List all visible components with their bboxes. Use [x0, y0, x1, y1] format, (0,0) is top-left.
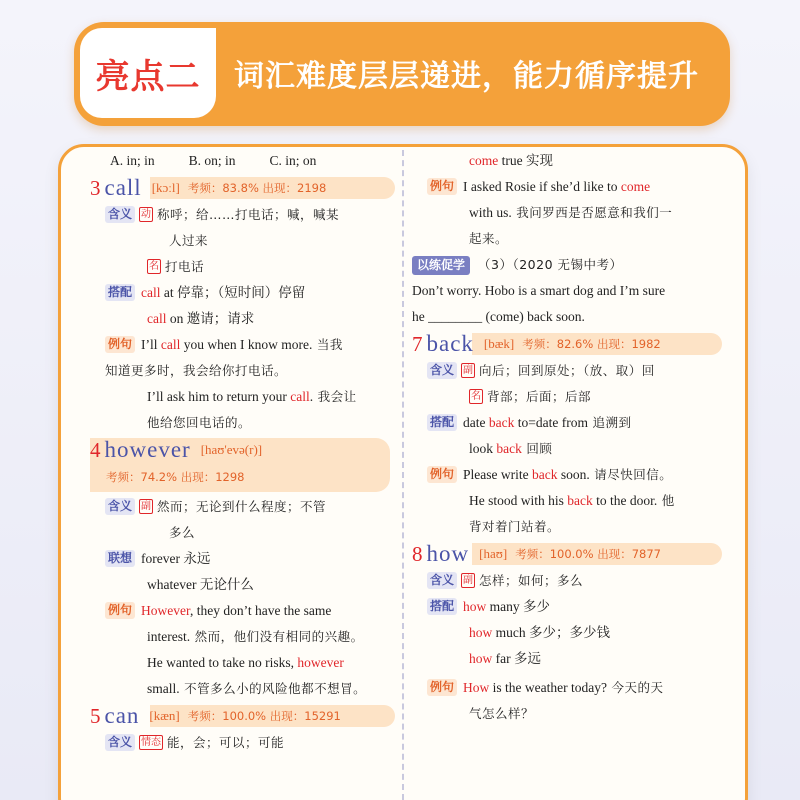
- pos-adverb: 副: [463, 365, 474, 376]
- example-row: [412, 488, 722, 514]
- entry-number: 7: [412, 332, 423, 356]
- example-translation: 气怎么样？: [469, 706, 535, 721]
- definition: 打电话: [165, 259, 205, 274]
- phonetic: [haʊ]: [479, 546, 508, 561]
- example-text: I’ll ask him to return your: [147, 389, 291, 404]
- example-keyword: call: [160, 337, 181, 352]
- association-text: forever 永远: [141, 551, 211, 566]
- example-text: is the weather today?: [489, 680, 607, 695]
- example-row: [90, 358, 395, 384]
- frequency: 考频：100.0% 出现：7877: [515, 547, 661, 561]
- example-translation: 起来。: [469, 231, 509, 246]
- banner-title: 词汇难度层层递进，能力循序提升: [234, 59, 699, 94]
- collocation-translation: 回顾: [521, 441, 553, 456]
- phonetic: [haʊ'evə(r)]: [200, 442, 263, 457]
- question-text: he ________ (come) back soon.: [412, 309, 585, 324]
- pos-noun: 名: [471, 391, 481, 402]
- example-tag: 例句: [105, 336, 135, 353]
- collocation-text: many 多少: [486, 599, 551, 614]
- phonetic: [bæk]: [483, 336, 515, 351]
- headword-back: [412, 330, 722, 358]
- collocation-tag: 搭配: [105, 284, 135, 301]
- example-text: with us.: [469, 205, 512, 220]
- option-a: A. in; in: [110, 153, 155, 168]
- example-translation: 知道更多时，我会给你打电话。: [105, 363, 288, 378]
- practice-question: [412, 304, 722, 330]
- meaning-row: [90, 202, 395, 228]
- example-text: I’ll: [141, 337, 161, 352]
- example-translation: 不管多么小的风险他都不想冒。: [179, 681, 367, 696]
- example-row: [412, 226, 722, 252]
- example-translation: 我问罗西是否愿意和我们一: [511, 205, 673, 220]
- meaning-row: [412, 568, 722, 594]
- frequency: 考频：74.2% 出现：1298: [106, 470, 245, 484]
- collocation-word: how: [469, 625, 493, 640]
- practice-row: [412, 252, 722, 278]
- headword: however: [104, 437, 191, 462]
- collocation-word: come: [469, 153, 499, 168]
- example-text: you when I know more.: [180, 337, 313, 352]
- collocation-row: [90, 280, 395, 306]
- example-translation: 当我: [312, 337, 343, 352]
- collocation-row: [412, 594, 722, 620]
- example-translation: 他: [657, 493, 675, 508]
- entry-number: 3: [90, 176, 101, 200]
- collocation-text: look: [469, 441, 497, 456]
- example-row: [90, 650, 395, 676]
- collocation-text: at 停靠；（短时间）停留: [163, 285, 306, 300]
- example-text: soon.: [557, 467, 590, 482]
- definition: 怎样；如何；多么: [479, 573, 584, 588]
- meaning-tag: 含义: [105, 734, 135, 751]
- example-tag: 例句: [427, 679, 457, 696]
- collocation-text: to=date from: [514, 415, 588, 430]
- example-keyword: however: [297, 655, 344, 670]
- definition: 称呼；给……打电话；喊，喊某: [157, 207, 340, 222]
- option-c: C. in; on: [269, 153, 317, 168]
- example-translation: 请尽快回信。: [589, 467, 673, 482]
- banner-badge: 亮点二: [80, 28, 216, 118]
- example-text: He wanted to take no risks,: [147, 655, 298, 670]
- example-row: [412, 514, 722, 540]
- collocation-word: how: [463, 599, 487, 614]
- collocation-word: call: [147, 311, 167, 326]
- definition: 多么: [169, 525, 196, 540]
- association-row: [90, 572, 395, 598]
- column-divider: [402, 150, 404, 800]
- example-tag: 例句: [105, 602, 135, 619]
- collocation-row: [412, 436, 722, 462]
- example-row: [90, 332, 395, 358]
- collocation-text: date: [463, 415, 489, 430]
- meaning-tag: 含义: [427, 572, 457, 589]
- example-translation: 他给您回电话的。: [147, 415, 252, 430]
- meaning-tag: 含义: [427, 362, 457, 379]
- frequency: 考频：83.8% 出现：2198: [187, 181, 327, 195]
- headword: how: [426, 541, 470, 566]
- collocation-word: back: [496, 441, 522, 456]
- example-row: [412, 200, 722, 226]
- pos-verb: 动: [141, 209, 152, 220]
- collocation-tag: 搭配: [427, 598, 457, 615]
- meaning-row: [90, 520, 395, 546]
- example-row: [412, 174, 722, 200]
- example-text: I asked Rosie if she’d like to: [463, 179, 621, 194]
- example-text: Please write: [463, 467, 532, 482]
- association-text: whatever 无论什么: [147, 577, 254, 592]
- example-keyword: call: [290, 389, 310, 404]
- collocation-translation: 追溯到: [587, 415, 632, 430]
- collocation-text: much 多少；多少钱: [492, 625, 610, 640]
- collocation-word: call: [141, 285, 161, 300]
- headword: call: [104, 175, 142, 200]
- collocation-word: back: [488, 415, 515, 430]
- association-tag: 联想: [105, 550, 135, 567]
- example-text: , they don’t have the same: [189, 603, 332, 618]
- headword: can: [104, 703, 140, 728]
- example-row: [90, 598, 395, 624]
- frequency: 考频：82.6% 出现：1982: [522, 337, 661, 351]
- collocation-row: [412, 620, 722, 646]
- phonetic: [kæn]: [149, 708, 180, 723]
- headword-how: [412, 540, 722, 568]
- example-keyword: How: [463, 680, 490, 695]
- phonetic: [kɔːl]: [151, 180, 180, 195]
- association-row: [90, 546, 395, 572]
- meaning-row: [90, 228, 395, 254]
- headword-however: [90, 436, 395, 494]
- meaning-tag: 含义: [105, 206, 135, 223]
- definition: 人过来: [169, 233, 209, 248]
- example-tag: 例句: [427, 178, 457, 195]
- collocation-row: [412, 410, 722, 436]
- headword-can: [90, 702, 395, 730]
- answer-options: [90, 148, 395, 174]
- example-row: [412, 701, 722, 727]
- entry-number: 8: [412, 542, 423, 566]
- example-row: [90, 410, 395, 436]
- example-row: [90, 676, 395, 702]
- collocation-row: [412, 646, 722, 672]
- example-row: [90, 624, 395, 650]
- left-column: [90, 148, 395, 756]
- meaning-row: [90, 254, 395, 280]
- example-keyword: back: [532, 467, 558, 482]
- frequency: 考频：100.0% 出现：15291: [187, 709, 341, 723]
- example-tag: 例句: [427, 466, 457, 483]
- example-row: [90, 384, 395, 410]
- headword-call: [90, 174, 395, 202]
- meaning-row: [90, 730, 395, 756]
- collocation-tag: 搭配: [427, 414, 457, 431]
- right-column: [412, 148, 722, 727]
- practice-source: （3）（2020 无锡中考）: [478, 257, 623, 272]
- option-b: B. on; in: [188, 153, 236, 168]
- example-translation: 然而，他们没有相同的兴趣。: [190, 629, 364, 644]
- example-text: interest.: [147, 629, 191, 644]
- example-translation: 今天的天: [606, 680, 664, 695]
- meaning-row: [412, 384, 722, 410]
- collocation-row: [412, 148, 722, 174]
- meaning-row: [412, 358, 722, 384]
- example-text: small.: [147, 681, 180, 696]
- pos-adverb: 副: [463, 575, 474, 586]
- collocation-row: [90, 306, 395, 332]
- pos-modal: 情态: [141, 737, 162, 748]
- example-row: [412, 675, 722, 701]
- example-keyword: come: [620, 179, 651, 194]
- definition: 能，会；可以；可能: [167, 735, 285, 750]
- meaning-tag: 含义: [105, 498, 135, 515]
- collocation-word: how: [469, 651, 493, 666]
- example-text: to the door.: [592, 493, 658, 508]
- example-row: [412, 462, 722, 488]
- definition: 然而；无论到什么程度；不管: [157, 499, 327, 514]
- example-translation: 背对着门站着。: [469, 519, 561, 534]
- collocation-text: far 多远: [492, 651, 541, 666]
- example-keyword: back: [567, 493, 593, 508]
- definition: 向后；回到原处；（放、取）回: [479, 363, 655, 378]
- definition: 背部；后面；后部: [487, 389, 592, 404]
- example-keyword: However: [141, 603, 190, 618]
- entry-number: 4: [90, 438, 101, 462]
- entry-number: 5: [90, 704, 101, 728]
- question-text: Don’t worry. Hobo is a smart dog and I’m sure: [412, 283, 666, 298]
- example-translation: 我会让: [313, 389, 357, 404]
- practice-tag: 以练促学: [412, 256, 470, 275]
- practice-question: [412, 278, 722, 304]
- collocation-text: true 实现: [498, 153, 553, 168]
- meaning-row: [90, 494, 395, 520]
- headword: back: [426, 331, 474, 356]
- example-text: He stood with his: [469, 493, 568, 508]
- pos-noun: 名: [149, 261, 159, 272]
- collocation-text: on 邀请；请求: [169, 311, 255, 326]
- pos-adverb: 副: [141, 501, 152, 512]
- example-text: .: [309, 389, 314, 404]
